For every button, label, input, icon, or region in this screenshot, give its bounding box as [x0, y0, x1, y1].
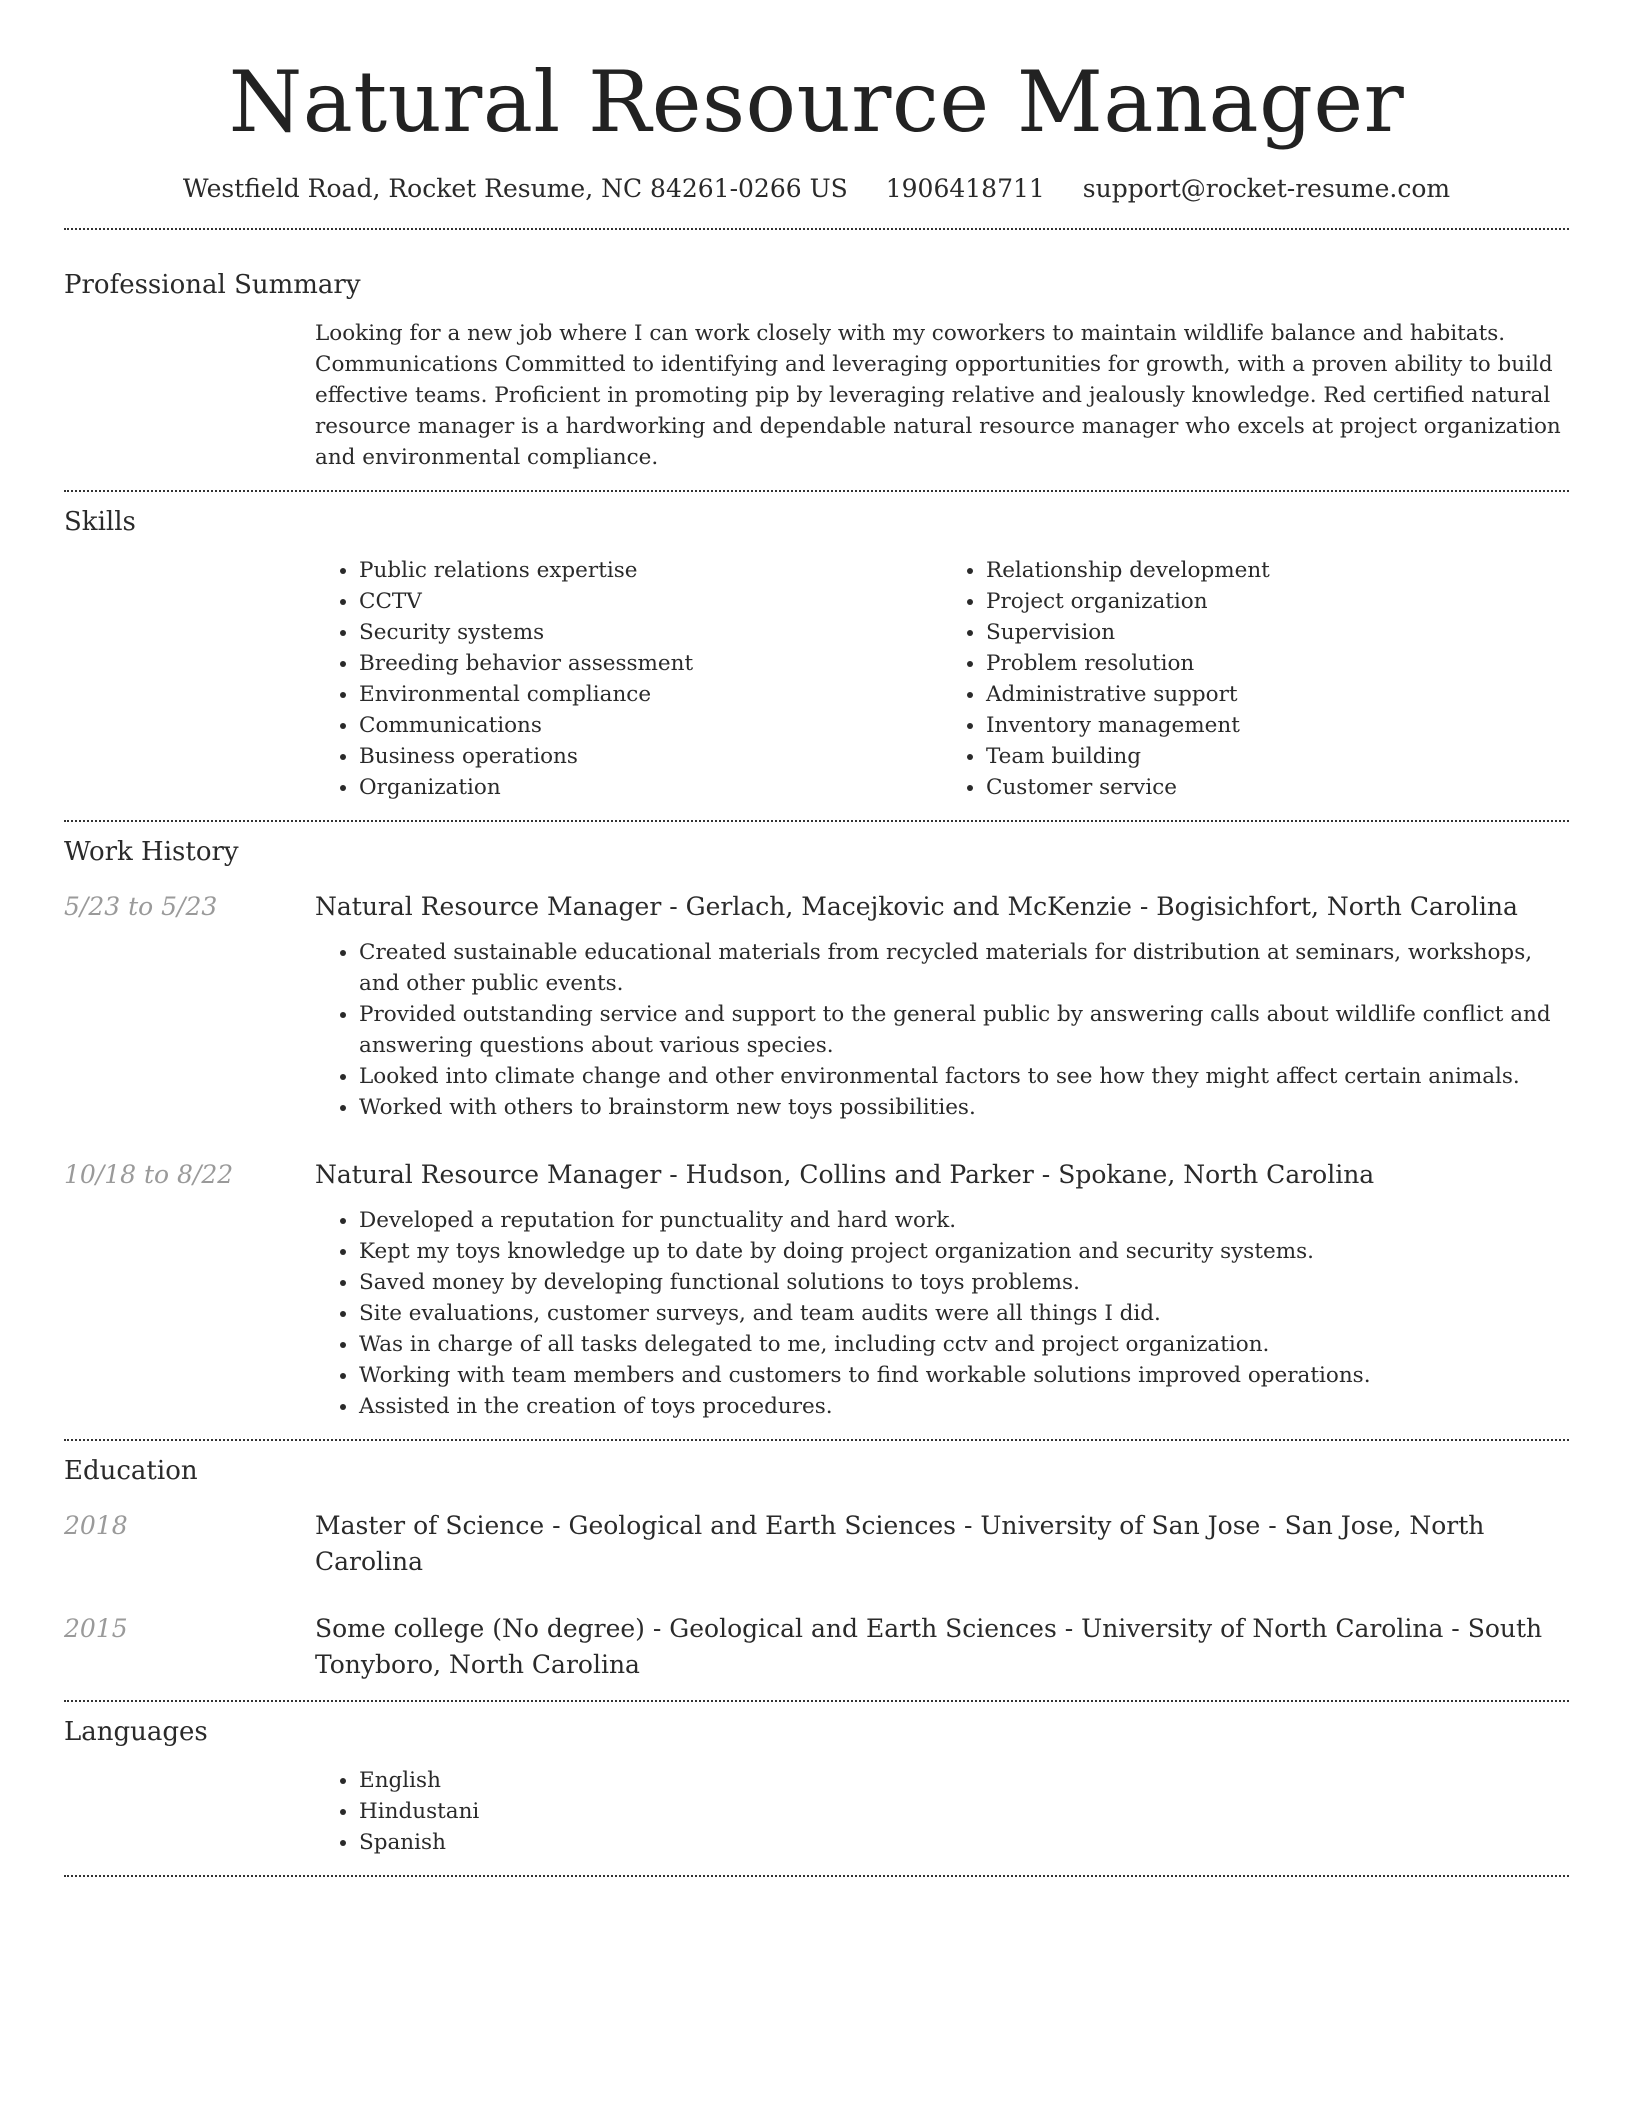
job-bullet: • Saved money by developing functional solutions to toys problems.: [359, 1267, 1569, 1298]
languages-section: [64, 1702, 1569, 1858]
skill-item: • Security systems: [359, 617, 942, 648]
skill-item: • Relationship development: [986, 555, 1569, 586]
job-title: Natural Resource Manager - Gerlach, Macejkovic and McKenzie - Bogisichfort, North Carolina: [315, 892, 1518, 921]
skill-item: • Customer service: [986, 772, 1569, 803]
contact-phone: 1906418711: [885, 174, 1045, 203]
languages-body: [315, 1765, 1569, 1858]
skill-item: • Inventory management: [986, 710, 1569, 741]
skill-item: • Business operations: [359, 741, 942, 772]
skill-item: • Environmental compliance: [359, 679, 942, 710]
skill-item: • Project organization: [986, 586, 1569, 617]
education-title-text: Master of Science - Geological and Earth Sciences - University of San Jose - San Jose, North Carolina: [315, 1511, 1485, 1576]
skills-list-right: [942, 555, 1569, 803]
language-item: • Hindustani: [359, 1796, 1569, 1827]
language-item: • Spanish: [359, 1827, 1569, 1858]
contact-address: Westfield Road, Rocket Resume, NC 84261-0266 US: [182, 174, 848, 203]
job-entry: [64, 1157, 1569, 1422]
divider: [64, 1875, 1569, 1877]
job-title: Natural Resource Manager - Hudson, Collins and Parker - Spokane, North Carolina: [315, 1160, 1375, 1189]
language-item: • English: [359, 1765, 1569, 1796]
job-date: 5/23 to 5/23: [64, 892, 218, 921]
skill-item: • CCTV: [359, 586, 942, 617]
job-bullet: • Was in charge of all tasks delegated to me, including cctv and project organization.: [359, 1329, 1569, 1360]
job-bullet: • Working with team members and customers to find workable solutions improved operations.: [359, 1360, 1569, 1391]
skill-item: • Public relations expertise: [359, 555, 942, 586]
education-title-text: Some college (No degree) - Geological and Earth Sciences - University of North Carolina - South Tonyboro, North Carolina: [315, 1614, 1543, 1679]
contact-line: [64, 172, 1569, 206]
job-bullet: • Kept my toys knowledge up to date by doing project organization and security systems.: [359, 1236, 1569, 1267]
skill-item: • Communications: [359, 710, 942, 741]
summary-body: [315, 318, 1569, 473]
skill-item: • Problem resolution: [986, 648, 1569, 679]
job-bullet: • Looked into climate change and other environmental factors to see how they might affect certain animals.: [359, 1061, 1569, 1092]
job-bullet: • Site evaluations, customer surveys, and team audits were all things I did.: [359, 1298, 1569, 1329]
education-date: 2018: [64, 1511, 128, 1540]
skills-section: [64, 492, 1569, 803]
job-bullet: • Assisted in the creation of toys procedures.: [359, 1391, 1569, 1422]
job-date: 10/18 to 8/22: [64, 1160, 234, 1189]
job-bullet: • Created sustainable educational materials from recycled materials for distribution at seminars, workshops, and other public events.: [359, 937, 1569, 999]
resume-page: [64, 0, 1569, 1877]
skills-title: Skills: [64, 507, 136, 537]
job-entry: [64, 889, 1569, 1123]
work-section: [64, 822, 1569, 1422]
education-entry: [64, 1611, 1569, 1683]
skill-item: • Team building: [986, 741, 1569, 772]
job-bullet: • Worked with others to brainstorm new toys possibilities.: [359, 1092, 1569, 1123]
job-bullets: [315, 1205, 1569, 1422]
skill-item: • Administrative support: [986, 679, 1569, 710]
education-date: 2015: [64, 1614, 128, 1643]
skill-item: • Organization: [359, 772, 942, 803]
summary-text: Looking for a new job where I can work closely with my coworkers to maintain wildlife balance and habitats. Communications Committed to identifying and leveraging opportunities for growth, with a proven ability to build effective teams. Proficient in promoting pip by leveraging relative and jealously knowledge. Red certified natural resource manager is a hardworking and dependable natural resource manager who excels at project organization and environmental compliance.: [315, 321, 1561, 470]
job-bullet: • Developed a reputation for punctuality and hard work.: [359, 1205, 1569, 1236]
work-title: Work History: [64, 837, 239, 867]
skill-item: • Breeding behavior assessment: [359, 648, 942, 679]
languages-title: Languages: [64, 1717, 208, 1747]
skills-grid: [315, 555, 1569, 803]
job-bullet: • Provided outstanding service and support to the general public by answering calls about wildlife conflict and answering questions about various species.: [359, 999, 1569, 1061]
job-bullets: [315, 937, 1569, 1123]
summary-section: [64, 230, 1569, 473]
resume-name: Natural Resource Manager: [228, 53, 1405, 151]
skills-list-left: [315, 555, 942, 803]
skill-item: • Supervision: [986, 617, 1569, 648]
summary-title: Professional Summary: [64, 270, 361, 300]
education-title: Education: [64, 1456, 198, 1486]
languages-list: [315, 1765, 1569, 1858]
education-entry: [64, 1508, 1569, 1580]
contact-email: support@rocket-resume.com: [1082, 174, 1451, 203]
education-section: [64, 1441, 1569, 1683]
